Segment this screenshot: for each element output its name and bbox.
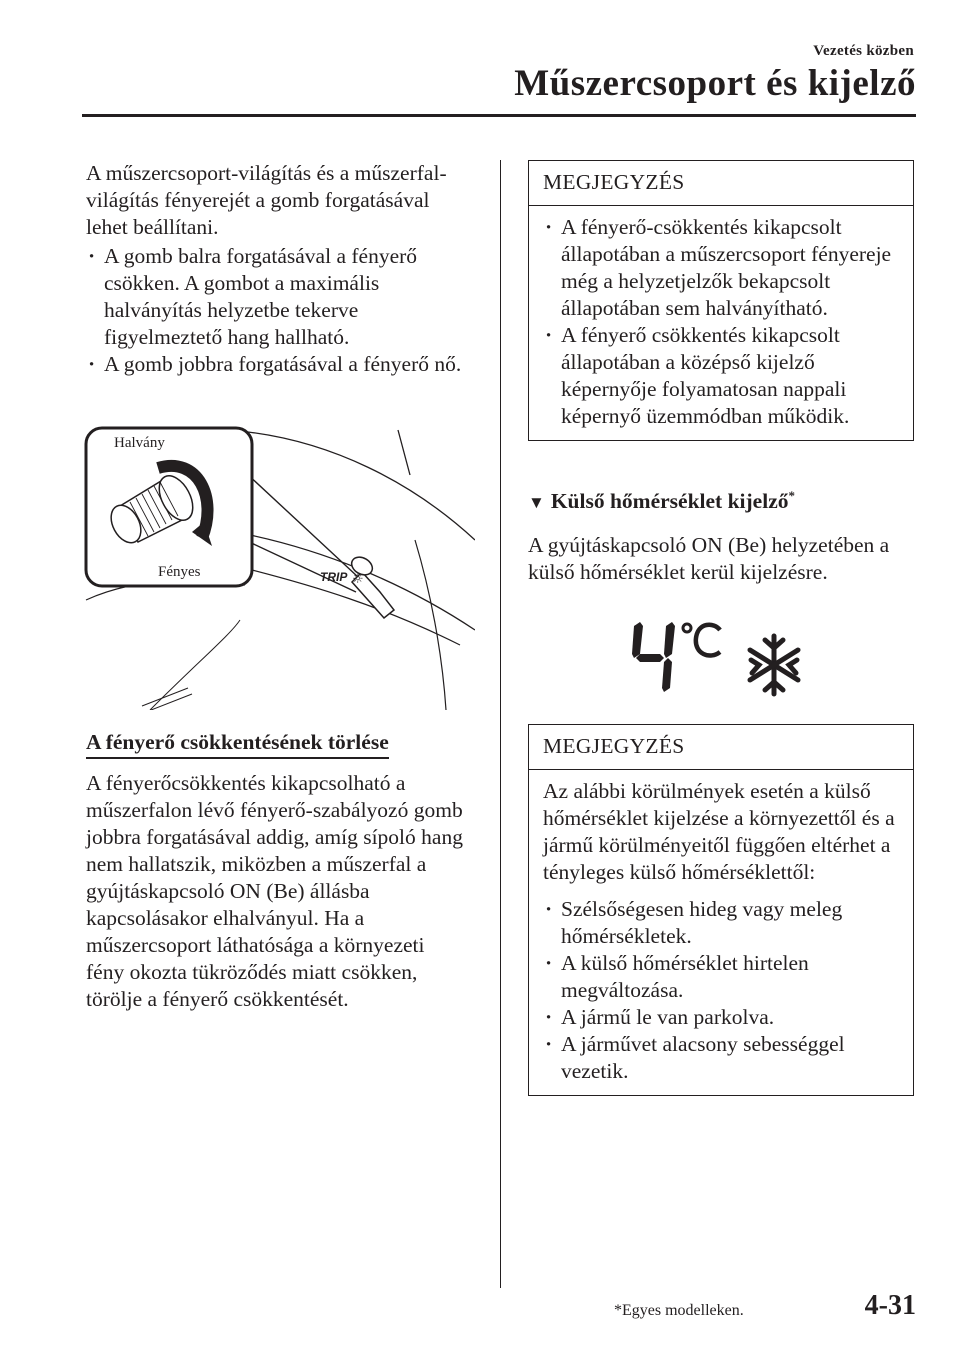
intro-paragraph: A műszercsoport-világítás és a műszerfal-világítás fényerejét a gomb forgatásával lehet beállítani.: [86, 161, 447, 239]
snowflake-icon: [750, 636, 798, 694]
note-heading: MEGJEGYZÉS: [529, 161, 913, 206]
note-bullet: · A fényerő-csökkentés kikapcsolt állapotában a műszercsoport fényereje még a helyzetjelzők bekapcsolt állapotában sem halványítható.: [543, 214, 899, 322]
left-intro-block: [86, 160, 466, 378]
note-bullet: · A külső hőmérséklet hirtelen megváltozása.: [543, 950, 899, 1004]
header-section-label: Vezetés közben: [813, 43, 914, 59]
section-title: A fényerő csökkentésének törlése: [86, 730, 389, 759]
subsection-title-text: Külső hőmérséklet kijelző: [550, 489, 789, 514]
note-box-2: [528, 724, 914, 1096]
asterisk-marker: *: [788, 488, 795, 503]
trip-label: TRIP: [320, 570, 348, 584]
page-number: 4-31: [864, 1290, 916, 1321]
note-heading: MEGJEGYZÉS: [529, 725, 913, 770]
header-rule: [82, 114, 916, 117]
temperature-display: [626, 618, 826, 698]
note-bullet: · A fényerő csökkentés kikapcsolt állapotában a középső kijelző képernyője folyamatosan nappali képernyő üzemmódban működik.: [543, 322, 899, 430]
dimmer-knob-illustration: [80, 420, 475, 710]
note-bullet: · Szélsőségesen hideg vagy meleg hőmérsékletek.: [543, 896, 899, 950]
triangle-marker-icon: ▼: [528, 493, 545, 513]
note-paragraph: Az alábbi körülmények esetén a külső hőmérséklet kijelzése a környezettől és a jármű körülményeitől függően eltérhet a tényleges külső hőmérséklettől:: [543, 779, 895, 884]
illumination-icon: ☼: [352, 572, 364, 587]
note-bullet: · A jármű le van parkolva.: [543, 1004, 899, 1031]
page-title: Műszercsoport és kijelző: [514, 63, 916, 104]
column-divider: [500, 160, 501, 1288]
digit-four: [632, 622, 675, 692]
subsection-paragraph: A gyújtáskapcsoló ON (Be) helyzetében a külső hőmérséklet kerül kijelzésre.: [528, 533, 890, 584]
note-body: [529, 770, 913, 1095]
bullet-item: · A gomb jobbra forgatásával a fényerő nő.: [86, 351, 466, 378]
section-paragraph: A fényerőcsökkentés kikapcsolható a műszerfalon lévő fényerő-szabályozó gomb jobbra forgatásával addig, amíg sípoló hang nem hallatszik, miközben a műszerfal a gyújtáskapcsoló ON (Be) állásba kapcsolásakor elhalványul. Ha a műszercsoport láthatósága a környezeti fény okozta tükröződés miatt csökken, törölje a fényerő csökkentését.: [86, 771, 463, 1011]
label-bright: Fényes: [158, 564, 201, 580]
note-box-1: [528, 160, 914, 441]
note-bullet: · A járművet alacsony sebességgel vezetik.: [543, 1031, 899, 1085]
subsection-title: [528, 488, 795, 514]
footer-note: *Egyes modelleken.: [614, 1302, 744, 1319]
note-body: [529, 206, 913, 440]
bullet-item: · A gomb balra forgatásával a fényerő csökken. A gombot a maximális halványítás helyzetbe tekerve figyelmeztető hang hallható.: [86, 243, 466, 351]
celsius-symbol: [683, 624, 720, 656]
label-dim: Halvány: [114, 435, 165, 451]
